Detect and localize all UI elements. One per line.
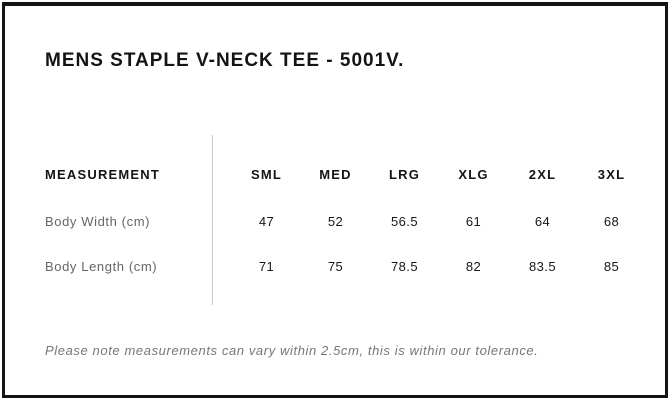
size-header-sml: SML — [250, 166, 283, 182]
size-header-2xl: 2XL — [528, 166, 557, 182]
body-length-lrg: 78.5 — [391, 258, 418, 274]
body-width-med: 52 — [327, 213, 344, 229]
row-label-body-length: Body Length (cm) — [45, 258, 158, 274]
size-header-lrg: LRG — [388, 166, 421, 182]
body-length-sml: 71 — [258, 258, 275, 274]
size-header-xlg: XLG — [458, 166, 489, 182]
size-chart-table — [45, 135, 646, 305]
table-row-body-width — [45, 198, 646, 244]
body-length-xlg: 82 — [465, 258, 482, 274]
product-title: MENS STAPLE V-NECK TEE - 5001V. — [45, 50, 405, 71]
size-header-3xl: 3XL — [597, 166, 626, 182]
tolerance-note: Please note measurements can vary within 2.5cm, this is within our tolerance. — [45, 343, 539, 358]
body-width-lrg: 56.5 — [391, 213, 418, 229]
body-length-2xl: 83.5 — [529, 258, 556, 274]
body-width-xlg: 61 — [465, 213, 482, 229]
page-border-frame — [2, 2, 668, 398]
body-width-sml: 47 — [258, 213, 275, 229]
body-width-2xl: 64 — [534, 213, 551, 229]
measurement-column-header: MEASUREMENT — [45, 166, 161, 182]
row-label-body-width: Body Width (cm) — [45, 213, 151, 229]
table-row-body-length — [45, 243, 646, 289]
body-length-3xl: 85 — [603, 258, 620, 274]
body-width-3xl: 68 — [603, 213, 620, 229]
body-length-med: 75 — [327, 258, 344, 274]
size-header-med: MED — [319, 166, 352, 182]
